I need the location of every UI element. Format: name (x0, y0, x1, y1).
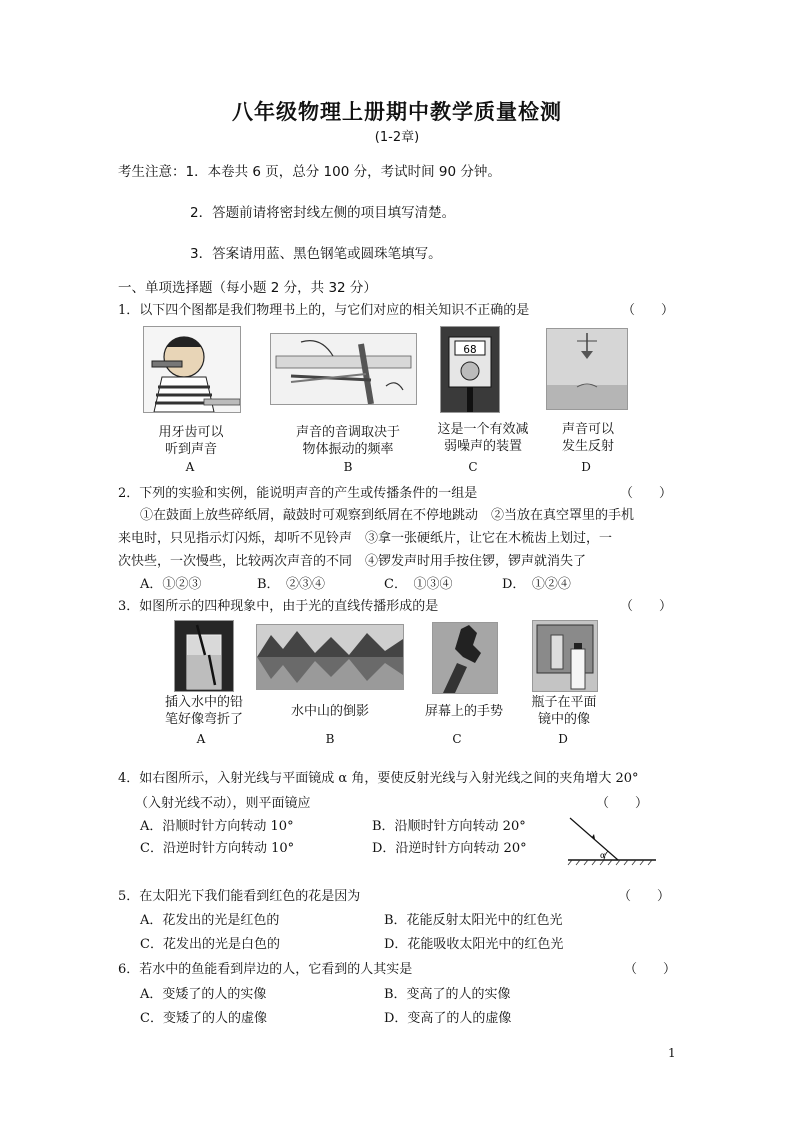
q1-image-a-boy (143, 326, 241, 413)
question-2-option-b: B． ②③④ (257, 577, 326, 592)
q1-caption-b-line-2: 物体振动的频率 (302, 442, 394, 457)
notice-item-3: 3．答案请用蓝、黑色钢笔或圆珠笔填写。 (190, 246, 442, 262)
q1-caption-d-line-2: 发生反射 (561, 439, 614, 454)
q1-caption-c-line-2: 弱噪声的装置 (443, 439, 522, 454)
notice-label: 考生注意： (118, 164, 186, 180)
q1-image-c-sign (440, 326, 500, 413)
q3-image-d-mirror (532, 620, 598, 692)
question-2-option-c: C． ①③④ (384, 577, 453, 592)
question-2-option-d: D． ①②④ (502, 577, 571, 592)
notice-line-1 (118, 160, 501, 180)
q3-image-a-pencil (174, 620, 234, 692)
question-6-option-d: D．变高了的人的虚像 (384, 1011, 512, 1026)
section-title: 一、单项选择题（每小题 2 分，共 32 分） (118, 280, 377, 296)
q1-option-c-letter: C (468, 460, 478, 474)
q1-image-b-ruler (270, 333, 417, 405)
q1-caption-c-line-1: 这是一个有效减 (437, 422, 529, 437)
q3-image-b-reflection (256, 624, 404, 690)
question-4-stem: 4．如右图所示，入射光线与平面镜成 α 角，要使反射光线与入射光线之间的夹角增大 20° (118, 771, 639, 786)
question-1-stem: 1．以下四个图都是我们物理书上的，与它们对应的相关知识不正确的是 (118, 303, 530, 318)
q3-image-c-shadow (432, 622, 498, 694)
page-title: 八年级物理上册期中教学质量检测 (232, 100, 562, 124)
question-6-option-a: A．变矮了的人的实像 (140, 987, 267, 1002)
q3-option-d-letter: D (558, 732, 568, 746)
q1-caption-b-line-1: 声音的音调取决于 (295, 425, 400, 440)
incident-ray-mirror-diagram (564, 812, 660, 868)
ruler-vibration-illustration (271, 334, 416, 404)
noise-meter-reading: 68 (463, 343, 477, 356)
question-2-stem: 2．下列的实验和实例，能说明声音的产生或传播条件的一组是 (118, 486, 478, 501)
noise-meter-photo (441, 327, 499, 412)
question-3-stem: 3．如图所示的四种现象中，由于光的直线传播形成的是 (118, 599, 439, 614)
page-subtitle: (1-2章) (374, 130, 420, 145)
question-5-option-a: A．花发出的光是红色的 (140, 913, 280, 928)
question-2-option-a: A．①②③ (140, 577, 202, 592)
question-6-option-c: C．变矮了的人的虚像 (140, 1011, 267, 1026)
question-4-option-d: D．沿逆时针方向转动 20° (372, 841, 527, 856)
notice-item-1: 1．本卷共 6 页，总分 100 分，考试时间 90 分钟。 (185, 164, 501, 180)
q1-option-a-letter: A (185, 460, 195, 474)
question-4-answer-paren: （ ） (596, 796, 649, 811)
question-4-stem-line-2: （入射光线不动），则平面镜应 (135, 796, 311, 811)
mountain-reflection-photo (257, 625, 403, 689)
echo-illustration (547, 329, 627, 409)
page-number: 1 (668, 1046, 676, 1060)
question-1-answer-paren: （ ） (622, 303, 675, 318)
question-5-option-b: B．花能反射太阳光中的红色光 (384, 913, 563, 928)
notice-item-2: 2．答题前请将密封线左侧的项目填写清楚。 (190, 205, 456, 221)
question-5-option-c: C．花发出的光是白色的 (140, 937, 280, 952)
question-2-line-2: 来电时，只见指示灯闪烁，却听不见铃声 ③拿一张硬纸片，让它在木梳齿上划过，一 (118, 531, 613, 546)
question-3-answer-paren: （ ） (620, 599, 673, 614)
pencil-in-water-photo (175, 621, 233, 691)
q1-caption-d (548, 421, 628, 455)
q1-caption-a-line-1: 用牙齿可以 (158, 425, 224, 440)
q3-caption-d-line-1: 瓶子在平面 (531, 695, 597, 710)
question-4-option-a: A．沿顺时针方向转动 10° (140, 819, 294, 834)
q3-option-c-letter: C (452, 732, 462, 746)
bottle-mirror-photo (533, 621, 597, 691)
question-6-option-b: B．变高了的人的实像 (384, 987, 511, 1002)
question-5-stem: 5．在太阳光下我们能看到红色的花是因为 (118, 889, 361, 904)
q1-caption-d-line-1: 声音可以 (561, 422, 614, 437)
q1-caption-c (428, 421, 538, 455)
question-2-line-1: ①在鼓面上放些碎纸屑，敲鼓时可观察到纸屑在不停地跳动 ②当放在真空罩里的手机 (140, 508, 635, 523)
q1-image-d-echo (546, 328, 628, 410)
q1-caption-a (140, 424, 242, 458)
question-5-answer-paren: （ ） (618, 889, 671, 904)
boy-teeth-illustration (144, 327, 240, 412)
question-6-answer-paren: （ ） (624, 962, 677, 977)
q3-caption-a-line-1: 插入水中的铅 (164, 695, 243, 710)
angle-label: α (600, 851, 606, 860)
q3-option-b-letter: B (325, 732, 335, 746)
q4-mirror-diagram (564, 812, 660, 868)
question-2-answer-paren: （ ） (620, 486, 673, 501)
q3-caption-a (158, 694, 250, 728)
hand-shadow-photo (433, 623, 497, 693)
q1-option-b-letter: B (343, 460, 353, 474)
question-6-stem: 6．若水中的鱼能看到岸边的人，它看到的人其实是 (118, 962, 413, 977)
q3-caption-d (522, 694, 606, 728)
q3-caption-c: 屏幕上的手势 (424, 704, 503, 719)
question-2-line-3: 次快些，一次慢些，比较两次声音的不同 ④锣发声时用手按住锣，锣声就消失了 (118, 554, 587, 569)
q1-caption-b (278, 424, 418, 458)
q3-caption-a-line-2: 笔好像弯折了 (164, 712, 243, 727)
q1-caption-a-line-2: 听到声音 (164, 442, 217, 457)
q1-option-d-letter: D (581, 460, 591, 474)
question-5-option-d: D．花能吸收太阳光中的红色光 (384, 937, 564, 952)
incident-ray (570, 818, 618, 860)
q3-option-a-letter: A (196, 732, 206, 746)
question-4-option-c: C．沿逆时针方向转动 10° (140, 841, 295, 856)
question-4-option-b: B．沿顺时针方向转动 20° (372, 819, 526, 834)
q3-caption-b: 水中山的倒影 (290, 704, 369, 719)
mirror-hatching (568, 860, 652, 865)
q3-caption-d-line-2: 镜中的像 (537, 712, 590, 727)
